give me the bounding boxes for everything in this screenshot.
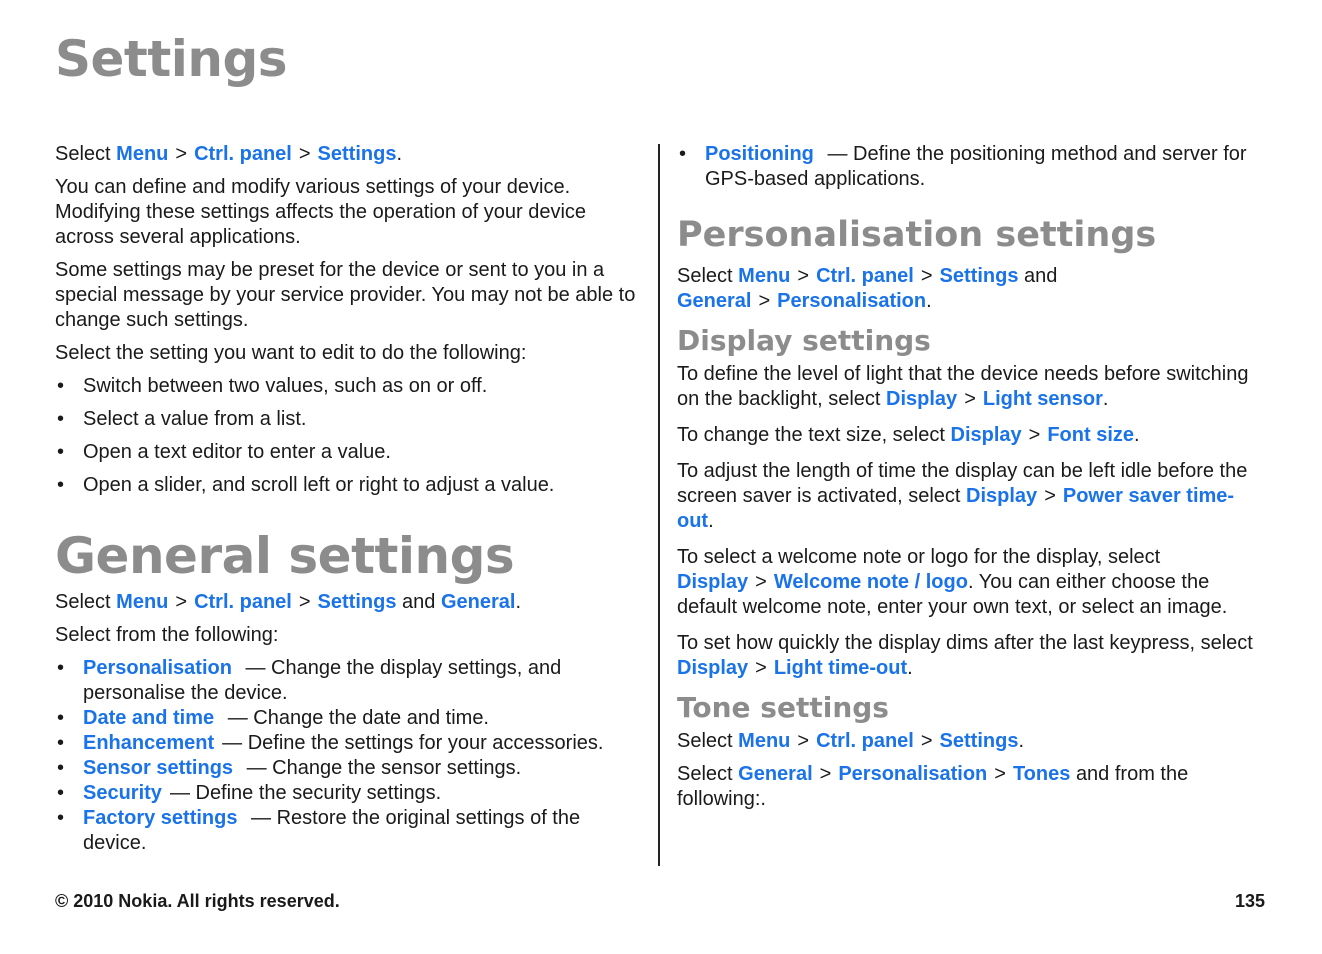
select-from-text: Select from the following: <box>55 624 279 646</box>
link-light-sensor[interactable]: Light sensor <box>982 388 1103 410</box>
list-item: • Security — Define the security settings. <box>55 781 647 806</box>
footer-copyright: © 2010 Nokia. All rights reserved. <box>55 891 340 911</box>
positioning-list <box>677 142 1269 192</box>
list-item: • Factory settings — Restore the original settings of the device. <box>55 806 647 856</box>
list-item: • Date and time — Change the date and time. <box>55 706 647 731</box>
link-general[interactable]: General <box>677 290 752 312</box>
list-item: • Switch between two values, such as on or off. <box>55 374 647 399</box>
link-personalisation[interactable]: Personalisation <box>777 290 927 312</box>
link-settings[interactable]: Settings <box>939 265 1019 287</box>
link-date-and-time[interactable]: Date and time <box>83 707 215 729</box>
intro-paragraph-1: You can define and modify various settings of your device. Modifying these settings affects the operation of your device across several applications. <box>55 176 587 248</box>
list-item: • Open a text editor to enter a value. <box>55 440 647 465</box>
link-font-size[interactable]: Font size <box>1047 424 1135 446</box>
link-display[interactable]: Display <box>886 388 958 410</box>
left-column <box>55 142 647 856</box>
link-ctrl-panel[interactable]: Ctrl. panel <box>194 143 292 165</box>
link-general[interactable]: General <box>738 763 813 785</box>
display-paragraph-2: To change the text size, select Display > Font size. <box>677 424 1140 446</box>
link-security[interactable]: Security <box>83 782 162 804</box>
tone-path-2: Select General > Personalisation > Tones and from the following:. <box>677 763 1189 810</box>
link-tones[interactable]: Tones <box>1012 763 1071 785</box>
link-personalisation[interactable]: Personalisation <box>83 657 232 679</box>
intro-paragraph-3: Select the setting you want to edit to do the following: <box>55 342 527 364</box>
link-display[interactable]: Display <box>966 485 1038 507</box>
link-settings[interactable]: Settings <box>317 591 397 613</box>
link-display[interactable]: Display <box>950 424 1022 446</box>
link-ctrl-panel[interactable]: Ctrl. panel <box>816 265 914 287</box>
link-settings[interactable]: Settings <box>939 730 1019 752</box>
personalisation-settings-heading: Personalisation settings <box>677 215 1157 255</box>
intro-bullet-list <box>55 374 647 498</box>
list-item: • Positioning — Define the positioning method and server for GPS-based applications. <box>677 142 1269 192</box>
list-item: • Open a slider, and scroll left or right to adjust a value. <box>55 473 647 498</box>
link-factory-settings[interactable]: Factory settings <box>83 807 238 829</box>
link-power-saver-time-out[interactable]: Power saver time-out <box>677 485 1235 532</box>
right-column <box>677 142 1269 820</box>
link-menu[interactable]: Menu <box>116 591 169 613</box>
display-paragraph-3: To adjust the length of time the display can be left idle before the screen saver is activated, select Display > Power saver time-out. <box>677 460 1248 532</box>
display-settings-heading: Display settings <box>677 324 931 357</box>
display-paragraph-5: To set how quickly the display dims after the last keypress, select Display > Light time-out. <box>677 632 1253 679</box>
link-ctrl-panel[interactable]: Ctrl. panel <box>194 591 292 613</box>
footer-page-number: 135 <box>1234 891 1265 911</box>
link-menu[interactable]: Menu <box>738 730 791 752</box>
general-settings-heading: General settings <box>55 527 515 585</box>
link-personalisation[interactable]: Personalisation <box>838 763 988 785</box>
list-item: • Sensor settings — Change the sensor settings. <box>55 756 647 781</box>
link-general[interactable]: General <box>440 591 516 613</box>
link-display[interactable]: Display <box>677 657 749 679</box>
tone-settings-heading: Tone settings <box>677 691 889 724</box>
column-divider <box>658 144 660 866</box>
general-path: Select Menu > Ctrl. panel > Settings and General. <box>55 591 521 613</box>
link-ctrl-panel[interactable]: Ctrl. panel <box>816 730 914 752</box>
list-item: • Select a value from a list. <box>55 407 647 432</box>
link-enhancement[interactable]: Enhancement <box>83 732 215 754</box>
link-sensor-settings[interactable]: Sensor settings <box>83 757 234 779</box>
intro-path: Select Menu > Ctrl. panel > Settings. <box>55 143 403 165</box>
link-settings[interactable]: Settings <box>317 143 397 165</box>
list-item: • Personalisation — Change the display settings, and personalise the device. <box>55 656 647 706</box>
display-paragraph-4: To select a welcome note or logo for the display, select Display > Welcome note / logo. You can either choose the default welcome note, enter your own text, or select an image. <box>677 546 1228 618</box>
link-menu[interactable]: Menu <box>738 265 791 287</box>
link-welcome-note-logo[interactable]: Welcome note / logo <box>773 571 968 593</box>
tone-path-1: Select Menu > Ctrl. panel > Settings. <box>677 730 1025 752</box>
general-options-list <box>55 656 647 856</box>
page-title: Settings <box>55 30 288 88</box>
link-positioning[interactable]: Positioning <box>705 143 814 165</box>
link-light-time-out[interactable]: Light time-out <box>773 657 908 679</box>
personalisation-path: Select Menu > Ctrl. panel > Settings and General > Personalisation. <box>677 265 1058 312</box>
link-menu[interactable]: Menu <box>116 143 169 165</box>
list-item: • Enhancement — Define the settings for your accessories. <box>55 731 647 756</box>
intro-paragraph-2: Some settings may be preset for the device or sent to you in a special message by your service provider. You may not be able to change such settings. <box>55 259 636 331</box>
display-paragraph-1: To define the level of light that the device needs before switching on the backlight, select Display > Light sensor. <box>677 363 1249 410</box>
link-display[interactable]: Display <box>677 571 749 593</box>
